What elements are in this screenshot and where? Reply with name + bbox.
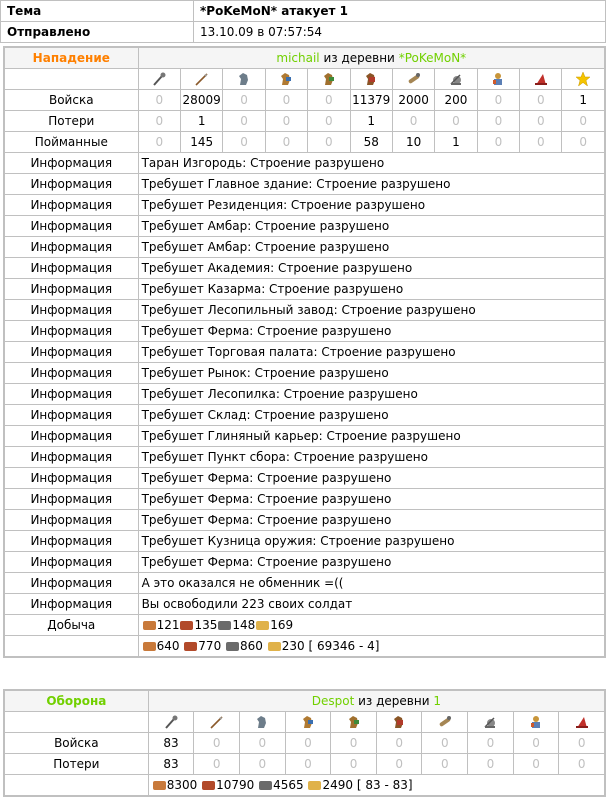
settler-icon (559, 712, 605, 733)
info-text: Требушет Лесопильный завод: Строение разрушено (138, 300, 604, 321)
attacker-troops-cell: 0 (308, 90, 350, 111)
cost-spacer (5, 636, 139, 657)
subject-value: *PoKeMoN* атакует 1 (194, 1, 606, 22)
attacker-troops-cell: 0 (520, 90, 562, 111)
info-text: Требушет Казарма: Строение разрушено (138, 279, 604, 300)
attacker-losses-cell: 0 (223, 111, 265, 132)
attack-report (3, 46, 606, 658)
info-label: Информация (5, 300, 139, 321)
defender-losses-cell: 0 (468, 754, 514, 775)
ram-icon (392, 69, 434, 90)
defender-village-link[interactable]: 1 (433, 694, 441, 708)
attacker-captured-cell: 0 (223, 132, 265, 153)
info-text: Требушет Ферма: Строение разрушено (138, 552, 604, 573)
attacker-troops-cell: 0 (223, 90, 265, 111)
info-row (5, 573, 605, 594)
defender-title (148, 691, 604, 712)
spear-icon (194, 712, 240, 733)
info-label: Информация (5, 510, 139, 531)
attacker-captured-cell: 0 (562, 132, 605, 153)
bounty-amount: 169 (270, 618, 294, 632)
bounty-row (5, 615, 605, 636)
defender-troops-cell: 0 (194, 733, 240, 754)
info-text: Требушет Кузница оружия: Строение разрушено (138, 531, 604, 552)
cost-values (138, 636, 604, 657)
attacker-losses-cell: 1 (350, 111, 392, 132)
info-row (5, 468, 605, 489)
defender-losses-cell: 0 (239, 754, 285, 775)
attacker-captured-cell: 0 (477, 132, 519, 153)
cost-extra: [ 69346 - 4] (308, 639, 380, 653)
losses-label: Потери (5, 754, 149, 775)
defender-troops-cell: 0 (559, 733, 605, 754)
defense-report (3, 689, 606, 797)
defender-troops-cell: 0 (422, 733, 468, 754)
cost-amount: 860 (240, 639, 263, 653)
attacker-captured-cell: 10 (392, 132, 434, 153)
attacker-captured-cell: 58 (350, 132, 392, 153)
info-label: Информация (5, 384, 139, 405)
attacker-title (138, 48, 604, 69)
cost-amount: 4565 (273, 778, 304, 792)
icons-spacer (5, 712, 149, 733)
info-text: Требушет Ферма: Строение разрушено (138, 468, 604, 489)
cost-amount: 230 (281, 639, 305, 653)
defense-cost-values (148, 775, 604, 796)
attacker-troops-cell: 0 (138, 90, 180, 111)
sent-value: 13.10.09 в 07:57:54 (194, 22, 606, 43)
defender-losses-cell: 0 (194, 754, 240, 775)
icons-spacer (5, 69, 139, 90)
info-label: Информация (5, 321, 139, 342)
info-text: Требушет Ферма: Строение разрушено (138, 321, 604, 342)
defender-losses-cell: 83 (148, 754, 194, 775)
defender-player-link[interactable]: Despot (311, 694, 355, 708)
info-row (5, 279, 605, 300)
info-row (5, 489, 605, 510)
bounty-amount: 148 (232, 618, 256, 632)
attacker-losses-cell: 0 (308, 111, 350, 132)
info-text: Таран Изгородь: Строение разрушено (138, 153, 604, 174)
defender-troops-cell: 0 (285, 733, 331, 754)
info-row (5, 237, 605, 258)
info-label: Информация (5, 489, 139, 510)
info-label: Информация (5, 573, 139, 594)
attacker-role: Нападение (5, 48, 139, 69)
losses-label: Потери (5, 111, 139, 132)
info-label: Информация (5, 174, 139, 195)
defender-losses-cell: 0 (331, 754, 377, 775)
defender-troops-cell: 83 (148, 733, 194, 754)
info-label: Информация (5, 594, 139, 615)
attacker-losses-cell: 0 (562, 111, 605, 132)
horse-scout-icon (223, 69, 265, 90)
attacker-village-link[interactable]: *PoKeMoN* (398, 51, 467, 65)
heavy-horse-icon (350, 69, 392, 90)
senator-icon (477, 69, 519, 90)
defender-from-text: из деревни (358, 694, 430, 708)
info-label: Информация (5, 342, 139, 363)
info-text: Требушет Главное здание: Строение разрушено (138, 174, 604, 195)
attacker-captured-cell: 145 (180, 132, 222, 153)
attacker-captured-cell: 0 (138, 132, 180, 153)
info-label: Информация (5, 153, 139, 174)
info-row (5, 342, 605, 363)
defender-troops-cell: 0 (331, 733, 377, 754)
catapult-icon (435, 69, 477, 90)
defender-losses-cell: 0 (513, 754, 559, 775)
info-row (5, 384, 605, 405)
info-label: Информация (5, 447, 139, 468)
catapult-icon (468, 712, 514, 733)
attacker-losses-cell: 0 (520, 111, 562, 132)
info-text: Требушет Ферма: Строение разрушено (138, 510, 604, 531)
defender-troops-cell: 0 (513, 733, 559, 754)
cost-amount: 2490 (322, 778, 354, 792)
info-text: Требушет Глиняный карьер: Строение разрушено (138, 426, 604, 447)
cost-extra: [ 83 - 83] (356, 778, 413, 792)
info-label: Информация (5, 279, 139, 300)
message-header (0, 0, 606, 43)
info-row (5, 552, 605, 573)
info-row (5, 300, 605, 321)
info-row (5, 405, 605, 426)
info-text: Требушет Рынок: Строение разрушено (138, 363, 604, 384)
attacker-troops-cell: 2000 (392, 90, 434, 111)
knight-horse-icon (308, 69, 350, 90)
info-label: Информация (5, 531, 139, 552)
senator-icon (513, 712, 559, 733)
defender-troops-cell: 0 (239, 733, 285, 754)
horse-scout-icon (239, 712, 285, 733)
defender-troops-cell: 0 (376, 733, 422, 754)
info-text: Требушет Академия: Строение разрушено (138, 258, 604, 279)
info-text: Требушет Торговая палата: Строение разрушено (138, 342, 604, 363)
info-label: Информация (5, 258, 139, 279)
info-text: Требушет Склад: Строение разрушено (138, 405, 604, 426)
club-icon (148, 712, 194, 733)
cost-row (5, 636, 605, 657)
attacker-losses-cell: 1 (180, 111, 222, 132)
info-row (5, 174, 605, 195)
info-label: Информация (5, 237, 139, 258)
info-label: Информация (5, 468, 139, 489)
info-label: Информация (5, 552, 139, 573)
bounty-amount: 121 (156, 618, 180, 632)
cost-amount: 8300 (166, 778, 198, 792)
info-text: Требушет Амбар: Строение разрушено (138, 216, 604, 237)
settler-icon (520, 69, 562, 90)
info-row (5, 447, 605, 468)
defender-losses-cell: 0 (285, 754, 331, 775)
info-text: Требушет Ферма: Строение разрушено (138, 489, 604, 510)
defender-troops-cell: 0 (468, 733, 514, 754)
defender-role: Оборона (5, 691, 149, 712)
troops-label: Войска (5, 733, 149, 754)
cost-spacer (5, 775, 149, 796)
info-row (5, 594, 605, 615)
attacker-losses-cell: 0 (138, 111, 180, 132)
attacker-losses-cell: 0 (392, 111, 434, 132)
bounty-amount: 135 (194, 618, 218, 632)
defense-cost-row (5, 775, 605, 796)
subject-label: Тема (1, 1, 194, 22)
attacker-troops-cell: 0 (477, 90, 519, 111)
attacker-from-text: из деревни (323, 51, 395, 65)
bounty-values (138, 615, 604, 636)
attacker-losses-cell: 0 (435, 111, 477, 132)
attacker-troops-cell: 11379 (350, 90, 392, 111)
info-label: Информация (5, 195, 139, 216)
info-row (5, 216, 605, 237)
club-icon (138, 69, 180, 90)
attacker-captured-cell: 0 (265, 132, 307, 153)
knight-horse-icon (331, 712, 377, 733)
attacker-losses-cell: 0 (477, 111, 519, 132)
attacker-losses-cell: 0 (265, 111, 307, 132)
bounty-label: Добыча (5, 615, 139, 636)
info-text: Требушет Амбар: Строение разрушено (138, 237, 604, 258)
info-label: Информация (5, 363, 139, 384)
paladin-horse-icon (265, 69, 307, 90)
ram-icon (422, 712, 468, 733)
info-row (5, 195, 605, 216)
captured-label: Пойманные (5, 132, 139, 153)
cost-amount: 770 (198, 639, 222, 653)
sent-label: Отправлено (1, 22, 194, 43)
info-text: Вы освободили 223 своих солдат (138, 594, 604, 615)
troops-label: Войска (5, 90, 139, 111)
defender-losses-cell: 0 (422, 754, 468, 775)
defender-losses-cell: 0 (376, 754, 422, 775)
attacker-captured-cell: 1 (435, 132, 477, 153)
attacker-troops-cell: 200 (435, 90, 477, 111)
info-row (5, 321, 605, 342)
cost-amount: 640 (156, 639, 180, 653)
info-label: Информация (5, 405, 139, 426)
attacker-troops-cell: 1 (562, 90, 605, 111)
attacker-troops-cell: 0 (265, 90, 307, 111)
info-row (5, 426, 605, 447)
info-label: Информация (5, 426, 139, 447)
info-row (5, 153, 605, 174)
info-row (5, 531, 605, 552)
info-row (5, 363, 605, 384)
attacker-player-link[interactable]: michail (276, 51, 320, 65)
attacker-captured-cell: 0 (308, 132, 350, 153)
cost-amount: 10790 (216, 778, 255, 792)
spear-icon (180, 69, 222, 90)
info-text: А это оказался не обменник =(( (138, 573, 604, 594)
info-text: Требушет Резиденция: Строение разрушено (138, 195, 604, 216)
paladin-horse-icon (285, 712, 331, 733)
heavy-horse-icon (376, 712, 422, 733)
info-label: Информация (5, 216, 139, 237)
defender-losses-cell: 0 (559, 754, 605, 775)
attacker-captured-cell: 0 (520, 132, 562, 153)
info-text: Требушет Пункт сбора: Строение разрушено (138, 447, 604, 468)
info-text: Требушет Лесопилка: Строение разрушено (138, 384, 604, 405)
hero-star-icon (562, 69, 605, 90)
info-row (5, 258, 605, 279)
info-row (5, 510, 605, 531)
attacker-troops-cell: 28009 (180, 90, 222, 111)
